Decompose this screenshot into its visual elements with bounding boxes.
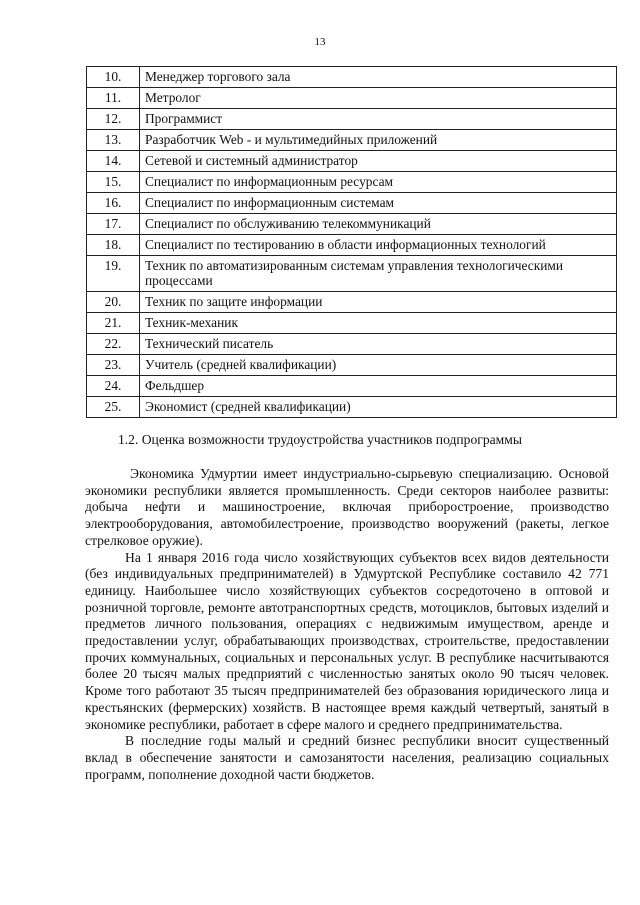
profession-title: Специалист по обслуживанию телекоммуникаций — [140, 214, 617, 235]
row-number: 14. — [87, 151, 140, 172]
row-number: 16. — [87, 193, 140, 214]
table-row — [87, 88, 617, 109]
table-row — [87, 67, 617, 88]
row-number: 20. — [87, 292, 140, 313]
profession-title: Специалист по тестированию в области информационных технологий — [140, 235, 617, 256]
row-number: 19. — [87, 256, 140, 292]
table-row — [87, 292, 617, 313]
profession-title: Программист — [140, 109, 617, 130]
row-number: 25. — [87, 397, 140, 418]
page-number: 13 — [314, 36, 326, 48]
table-row — [87, 334, 617, 355]
profession-title: Фельдшер — [140, 376, 617, 397]
table-row — [87, 355, 617, 376]
row-number: 24. — [87, 376, 140, 397]
profession-title: Техник по автоматизированным системам управления технологическими процессами — [140, 256, 617, 292]
table-row — [87, 151, 617, 172]
table-row — [87, 235, 617, 256]
row-number: 11. — [87, 88, 140, 109]
paragraph-small-business: В последние годы малый и средний бизнес республики вносит существенный вклад в обеспечение занятости и самозанятости населения, реализацию социальных программ, пополнение доходной части бюджетов. — [85, 733, 609, 782]
section-heading: 1.2. Оценка возможности трудоустройства участников подпрограммы — [117, 432, 523, 447]
table-row — [87, 313, 617, 334]
section-body — [85, 466, 609, 783]
profession-title: Сетевой и системный администратор — [140, 151, 617, 172]
row-number: 12. — [87, 109, 140, 130]
row-number: 10. — [87, 67, 140, 88]
table-row — [87, 109, 617, 130]
profession-title: Учитель (средней квалификации) — [140, 355, 617, 376]
table-row — [87, 397, 617, 418]
profession-title: Менеджер торгового зала — [140, 67, 617, 88]
row-number: 21. — [87, 313, 140, 334]
profession-title: Разработчик Web - и мультимедийных приложений — [140, 130, 617, 151]
profession-title: Техник по защите информации — [140, 292, 617, 313]
profession-title: Технический писатель — [140, 334, 617, 355]
table-row — [87, 256, 617, 292]
table-row — [87, 193, 617, 214]
professions-table-body — [87, 67, 617, 418]
row-number: 18. — [87, 235, 140, 256]
paragraph-business-entities: На 1 января 2016 года число хозяйствующих субъектов всех видов деятельности (без индивидуальных предпринимателей) в Удмуртской Республике составило 42 771 единицу. Наибольшее число хозяйствующих субъектов сосредоточено в оптовой и розничной торговле, ремонте автотранспортных средств, мотоциклов, бытовых изделий и предметов личного пользования, операциях с недвижимым имуществом, аренде и предоставлении услуг, обрабатывающих производствах, строительстве, предоставлении прочих коммунальных, социальных и персональных услуг. В республике насчитываются более 20 тысяч малых предприятий с численностью занятых около 90 тысяч человек. Кроме того работают 35 тысяч предпринимателей без образования юридического лица и крестьянских (фермерских) хозяйств. В настоящее время каждый четвертый, занятый в экономике республики, работает в сфере малого и среднего предпринимательства. — [85, 549, 609, 732]
table-row — [87, 214, 617, 235]
row-number: 22. — [87, 334, 140, 355]
profession-title: Экономист (средней квалификации) — [140, 397, 617, 418]
table-row — [87, 172, 617, 193]
row-number: 17. — [87, 214, 140, 235]
profession-title: Техник-механик — [140, 313, 617, 334]
professions-table — [86, 66, 617, 418]
row-number: 15. — [87, 172, 140, 193]
row-number: 13. — [87, 130, 140, 151]
paragraph-economy: Экономика Удмуртии имеет индустриально-сырьевую специализацию. Основой экономики республики является промышленность. Среди секторов наиболее развиты: добыча нефти и машиностроение, включая приборостроение, производство электрооборудования, автомобилестроение, производство вооружений (ракеты, легкое стрелковое оружие). — [85, 466, 609, 548]
table-row — [87, 130, 617, 151]
row-number: 23. — [87, 355, 140, 376]
profession-title: Специалист по информационным ресурсам — [140, 172, 617, 193]
profession-title: Специалист по информационным системам — [140, 193, 617, 214]
table-row — [87, 376, 617, 397]
profession-title: Метролог — [140, 88, 617, 109]
